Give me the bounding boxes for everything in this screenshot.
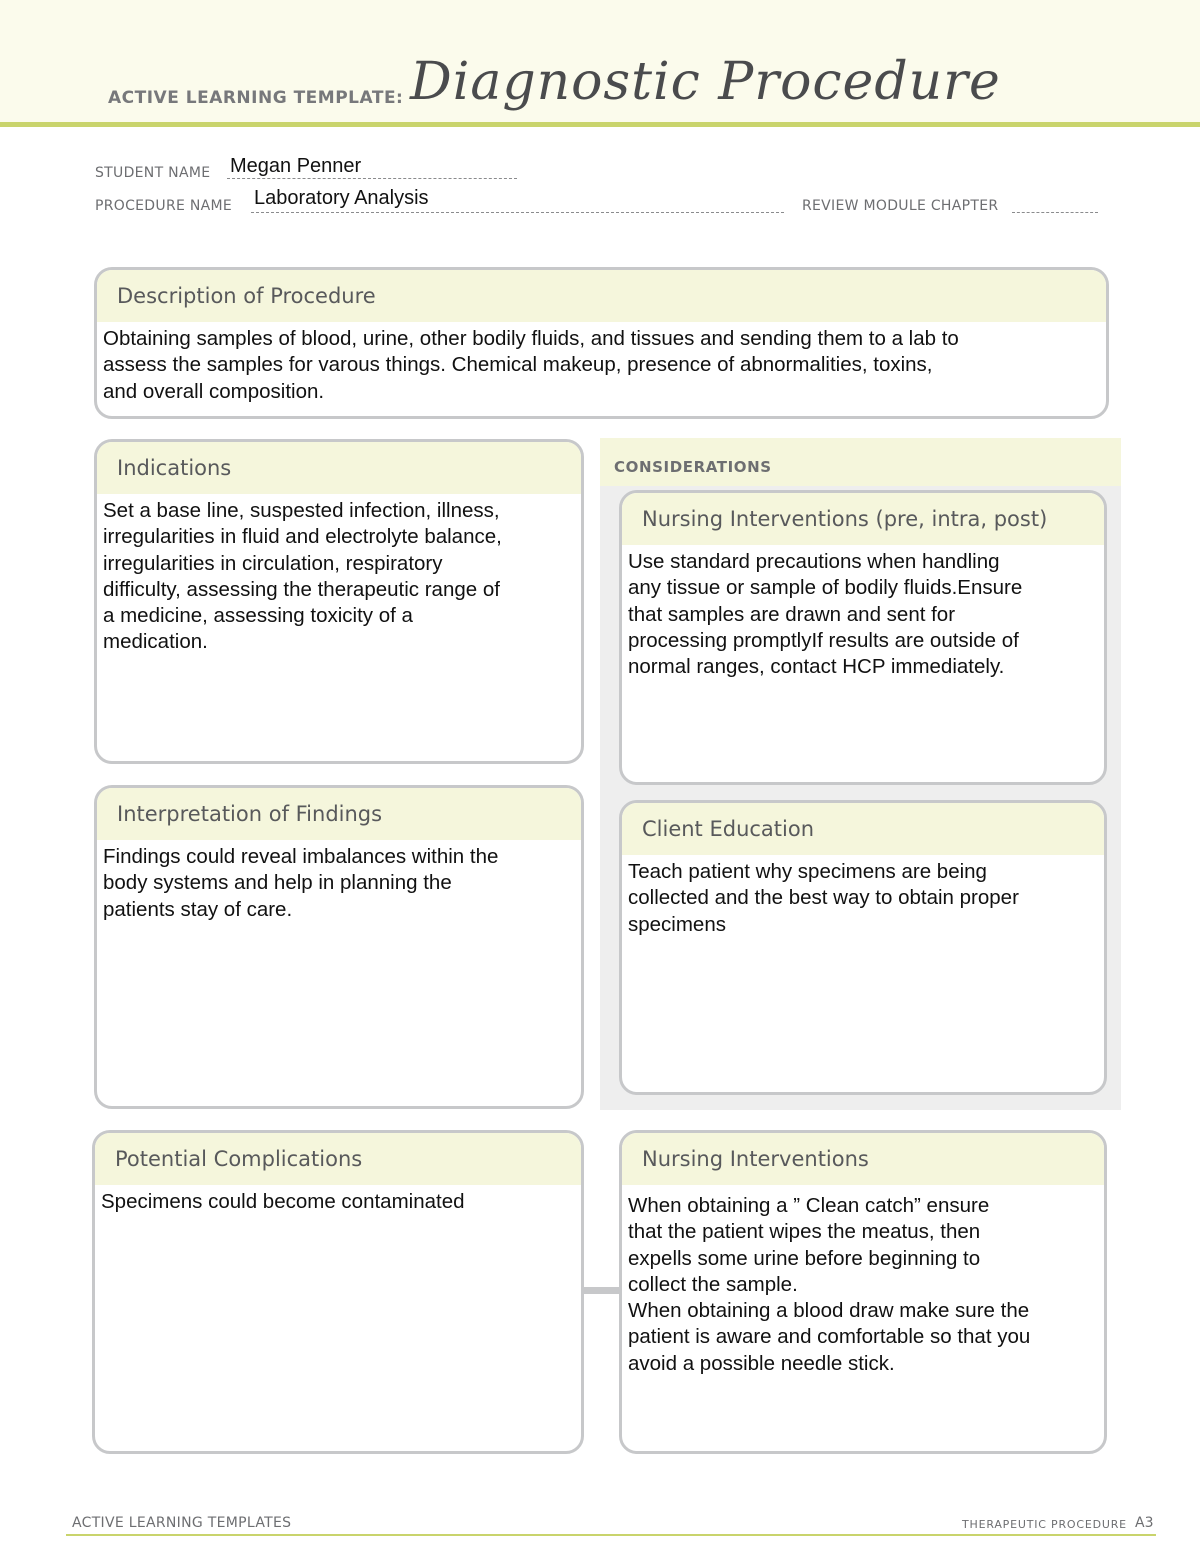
nursing-interventions-text[interactable]: When obtaining a ” Clean catch” ensure that the patient wipes the meatus, then expells some urine before beginning to collect the sample. When obtaining a blood draw make sure the patient is aware and comfortable so that you avoid a possible needle stick.: [628, 1194, 1031, 1375]
nursing-interventions-ppp-box: [619, 490, 1107, 785]
complications-text[interactable]: Specimens could become contaminated: [101, 1190, 465, 1213]
complications-heading: Potential Complications: [95, 1133, 581, 1185]
nursing-interventions-ppp-heading: Nursing Interventions (pre, intra, post): [622, 493, 1104, 545]
footer-right: THERAPEUTIC PROCEDURE: [962, 1518, 1127, 1531]
complications-box: [92, 1130, 584, 1454]
description-box: [94, 267, 1109, 419]
student-name-field[interactable]: Megan Penner: [230, 155, 362, 177]
footer-rule: [66, 1534, 1156, 1536]
template-label: ACTIVE LEARNING TEMPLATE:: [108, 88, 404, 108]
nursing-interventions-ppp-text[interactable]: Use standard precautions when handling any tissue or sample of bodily fluids.Ensure that samples are drawn and sent for processing promptlyIf results are outside of normal ranges, contact HCP immediately.: [628, 550, 1023, 679]
student-name-line: [227, 178, 517, 179]
indications-text[interactable]: Set a base line, suspested infection, illness, irregularities in fluid and electrolyte balance, irregularities in circulation, respiratory difficulty, assessing the therapeutic range of a medicine, assessing toxicity of a medication.: [103, 499, 502, 654]
procedure-name-label: PROCEDURE NAME: [95, 198, 233, 214]
footer-page-number: A3: [1135, 1515, 1154, 1531]
description-text[interactable]: Obtaining samples of blood, urine, other bodily fluids, and tissues and sending them to a lab to assess the samples for varous things. Chemical makeup, presence of abnormalities, toxins, and overall composition.: [103, 327, 959, 403]
interpretation-text[interactable]: Findings could reveal imbalances within the body systems and help in planning the patients stay of care.: [103, 845, 499, 921]
page-title: Diagnostic Procedure: [410, 52, 1001, 112]
review-module-field[interactable]: [1012, 212, 1098, 213]
client-education-box: [619, 800, 1107, 1095]
considerations-label: CONSIDERATIONS: [614, 458, 772, 476]
box-connector: [584, 1287, 620, 1294]
interpretation-box: [94, 785, 584, 1109]
description-heading: Description of Procedure: [97, 270, 1106, 322]
procedure-name-line: [251, 212, 784, 213]
client-education-heading: Client Education: [622, 803, 1104, 855]
footer-left: ACTIVE LEARNING TEMPLATES: [72, 1515, 292, 1531]
header-rule: [0, 122, 1200, 127]
nursing-interventions-heading: Nursing Interventions: [622, 1133, 1104, 1185]
procedure-name-field[interactable]: Laboratory Analysis: [254, 187, 429, 209]
interpretation-heading: Interpretation of Findings: [97, 788, 581, 840]
indications-box: [94, 439, 584, 764]
review-module-label: REVIEW MODULE CHAPTER: [802, 198, 999, 214]
nursing-interventions-box: [619, 1130, 1107, 1454]
indications-heading: Indications: [97, 442, 581, 494]
client-education-text[interactable]: Teach patient why specimens are being collected and the best way to obtain proper specimens: [628, 860, 1019, 936]
student-name-label: STUDENT NAME: [95, 165, 211, 181]
